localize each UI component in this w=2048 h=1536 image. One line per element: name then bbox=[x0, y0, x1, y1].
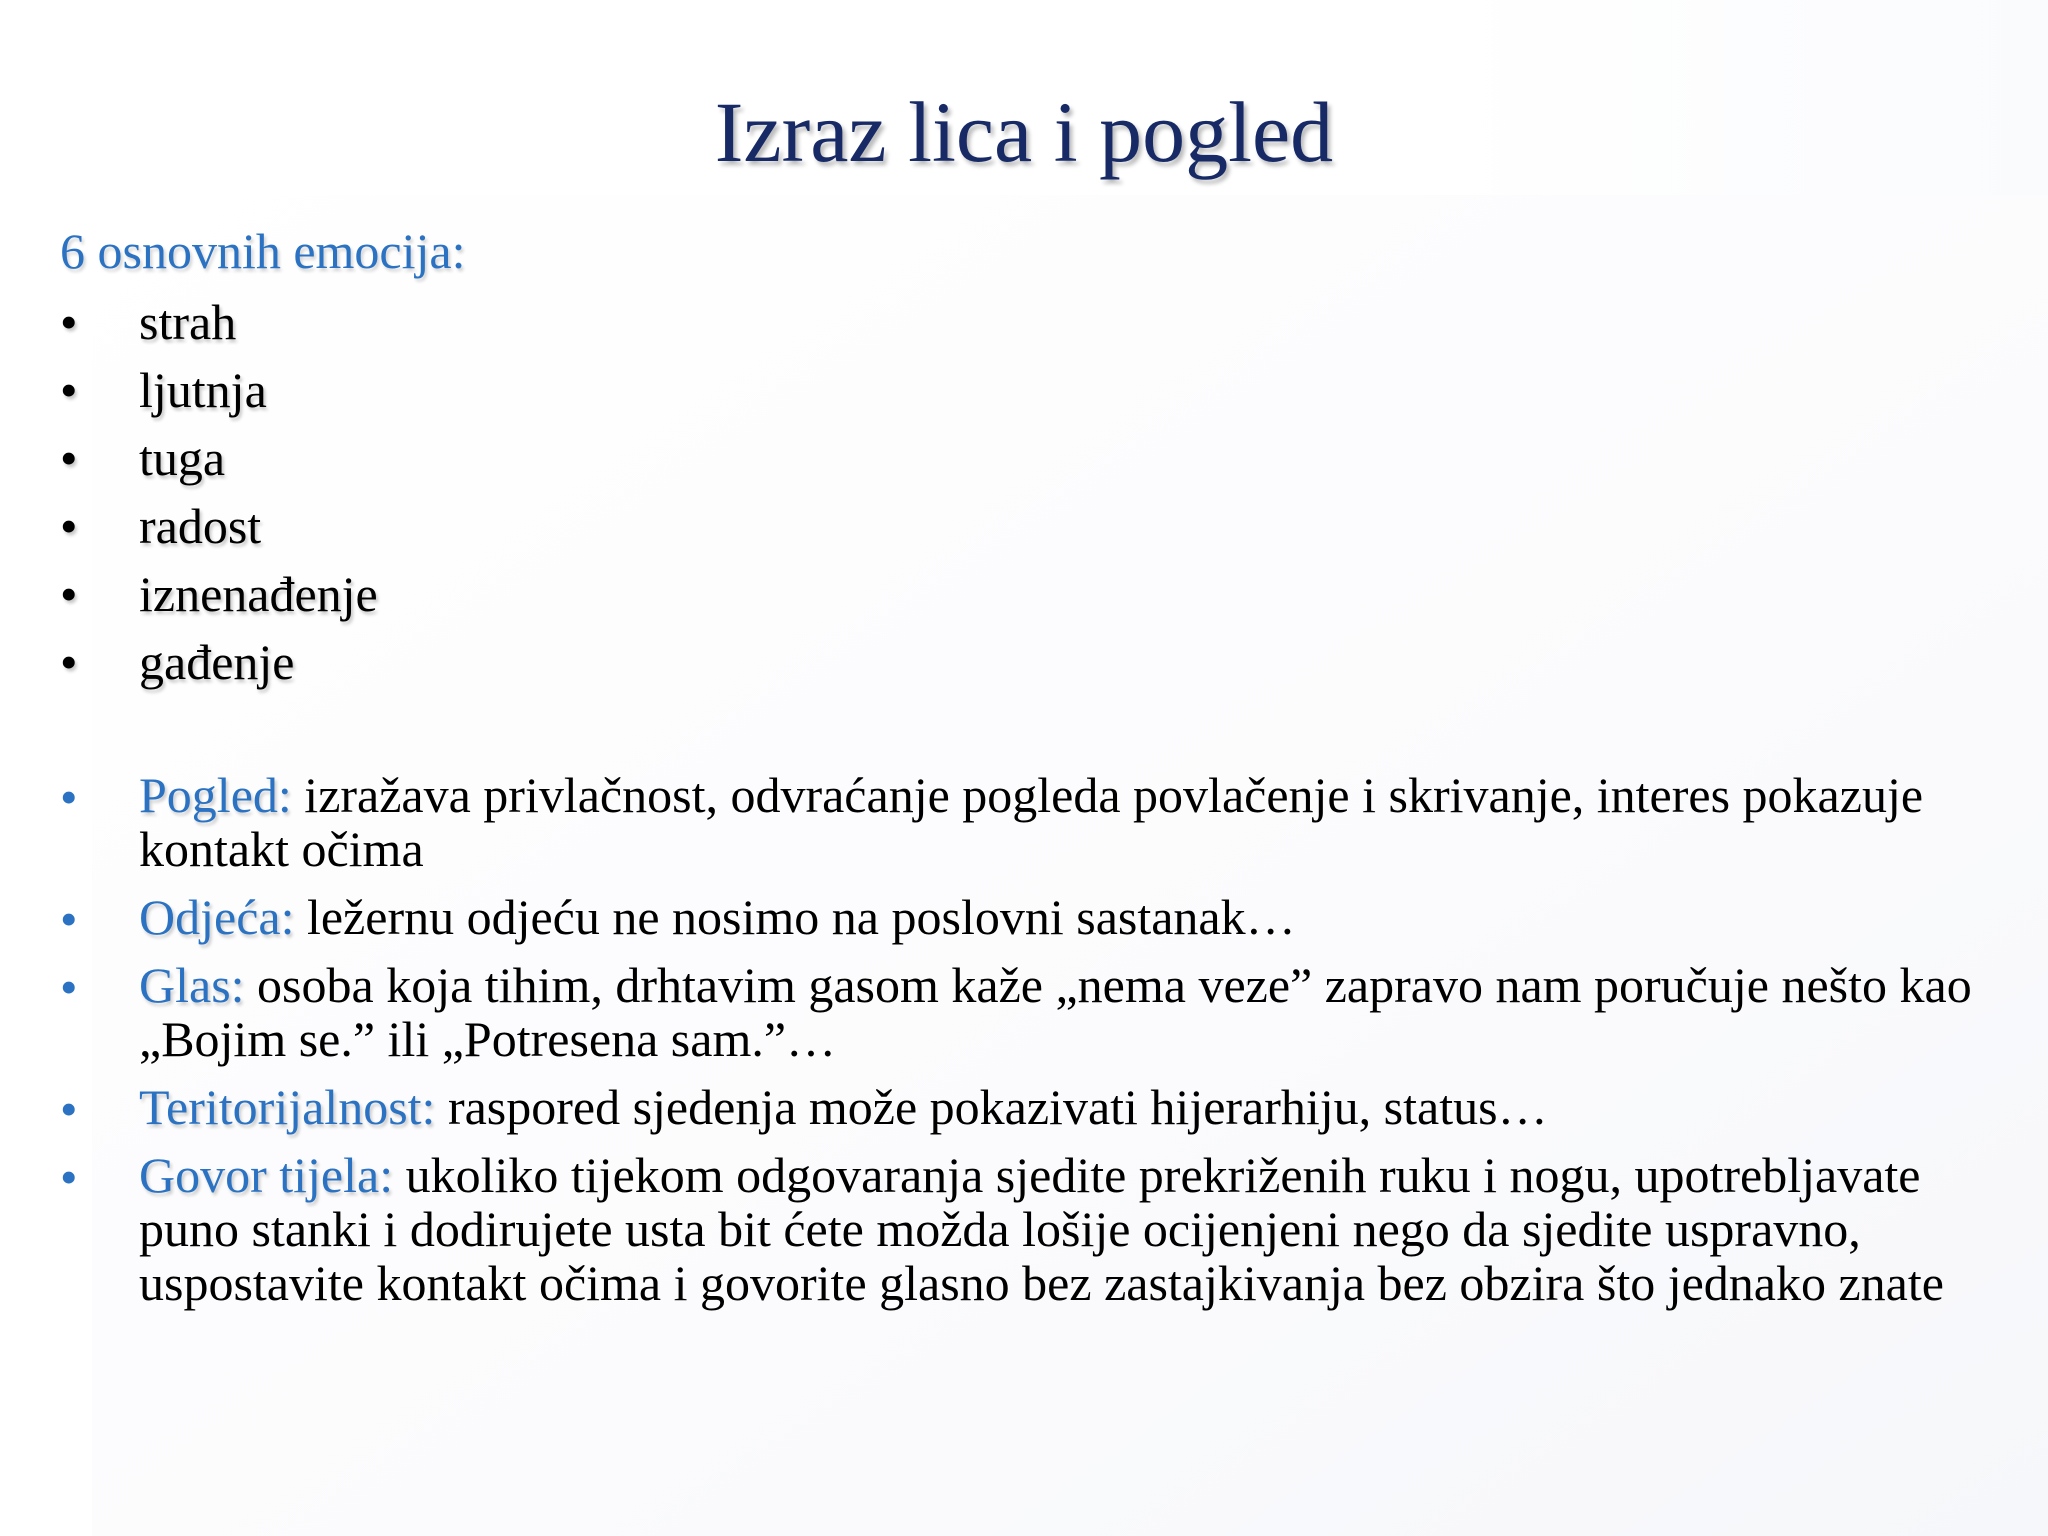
bullet-icon: • bbox=[60, 1081, 78, 1137]
detail-text: izražava privlačnost, odvraćanje pogleda povlačenje i skrivanje, interes pokazuje kontakt očima bbox=[139, 767, 1924, 877]
bullet-icon: • bbox=[60, 498, 78, 554]
emotion-label: ljutnja bbox=[139, 362, 267, 418]
list-item bbox=[60, 1148, 1990, 1310]
bullet-icon: • bbox=[60, 1149, 78, 1205]
detail-text: ležernu odjeću ne nosimo na poslovni sastanak… bbox=[294, 889, 1296, 945]
list-item bbox=[60, 560, 378, 628]
list-item bbox=[60, 628, 378, 696]
emotion-label: tuga bbox=[139, 430, 226, 486]
emotion-label: gađenje bbox=[139, 634, 295, 690]
detail-term: Teritorijalnost: bbox=[139, 1079, 436, 1135]
bullet-icon: • bbox=[60, 362, 78, 418]
emotion-label: radost bbox=[139, 498, 262, 554]
detail-text: osoba koja tihim, drhtavim gasom kaže „nema veze” zapravo nam poručuje nešto kao „Bojim se.” ili „Potresena sam.”… bbox=[139, 957, 1972, 1067]
emotion-label: iznenađenje bbox=[139, 566, 378, 622]
bullet-icon: • bbox=[60, 634, 78, 690]
list-item bbox=[60, 768, 1990, 876]
detail-text: raspored sjedenja može pokazivati hijerarhiju, status… bbox=[435, 1079, 1548, 1135]
details-list bbox=[60, 768, 1990, 1324]
list-item bbox=[60, 958, 1990, 1066]
bullet-icon: • bbox=[60, 430, 78, 486]
bullet-icon: • bbox=[60, 294, 78, 350]
emotion-label: strah bbox=[139, 294, 237, 350]
detail-term: Odjeća: bbox=[139, 889, 295, 945]
list-item bbox=[60, 1079, 1990, 1137]
bullet-icon: • bbox=[60, 769, 78, 825]
emotions-list bbox=[60, 288, 378, 696]
bullet-icon: • bbox=[60, 891, 78, 947]
detail-text: ukoliko tijekom odgovaranja sjedite prekriženih ruku i nogu, upotrebljavate puno stanki i dodirujete usta bit ćete možda lošije ocijenjeni nego da sjedite uspravno, uspostavite kontakt očima i govorite glasno bez zastajkivanja bez obzira što jednako znate bbox=[139, 1147, 1944, 1311]
list-item bbox=[60, 356, 378, 424]
list-item bbox=[60, 288, 378, 356]
slide-title: Izraz lica i pogled bbox=[714, 84, 1334, 180]
list-item bbox=[60, 492, 378, 560]
bullet-icon: • bbox=[60, 566, 78, 622]
emotions-heading: 6 osnovnih emocija: bbox=[60, 223, 466, 279]
detail-term: Pogled: bbox=[139, 767, 292, 823]
detail-term: Govor tijela: bbox=[139, 1147, 394, 1203]
bullet-icon: • bbox=[60, 959, 78, 1015]
list-item bbox=[60, 424, 378, 492]
list-item bbox=[60, 889, 1990, 947]
detail-term: Glas: bbox=[139, 957, 245, 1013]
